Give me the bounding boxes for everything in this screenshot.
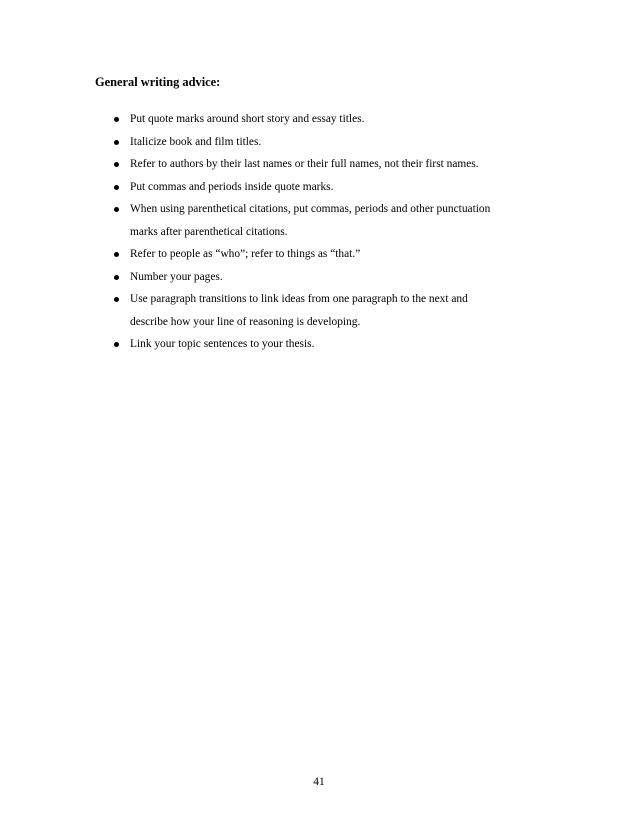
- list-item-text-line-1: Use paragraph transitions to link ideas from one paragraph to the next and: [130, 293, 468, 305]
- bullet-icon: [114, 140, 119, 145]
- section-heading: General writing advice:: [95, 75, 221, 89]
- list-item-text: Refer to authors by their last names or their full names, not their first names.: [130, 158, 479, 170]
- list-item: [112, 243, 552, 266]
- page-number: 41: [313, 776, 325, 788]
- list-item: [112, 153, 552, 176]
- list-item-text: Link your topic sentences to your thesis.: [130, 338, 315, 350]
- bullet-icon: [114, 342, 119, 347]
- bullet-icon: [114, 185, 119, 190]
- list-item-text-line-1: When using parenthetical citations, put commas, periods and other punctuation: [130, 203, 491, 215]
- list-item: [112, 288, 552, 333]
- list-item: [112, 266, 552, 289]
- list-item-text-line-2: describe how your line of reasoning is developing.: [130, 315, 361, 328]
- advice-list: [112, 108, 552, 356]
- bullet-icon: [114, 252, 119, 257]
- list-item: [112, 333, 552, 356]
- list-item-text: Put commas and periods inside quote marks.: [130, 180, 334, 193]
- bullet-icon: [114, 275, 119, 280]
- list-item: [112, 108, 552, 131]
- bullet-icon: [114, 207, 119, 212]
- list-item-text: Put quote marks around short story and essay titles.: [130, 113, 365, 125]
- bullet-icon: [114, 117, 119, 122]
- list-item: [112, 176, 552, 199]
- list-item: [112, 131, 552, 154]
- list-item-text-line-2: marks after parenthetical citations.: [130, 225, 288, 238]
- bullet-icon: [114, 162, 119, 167]
- list-item-text: Number your pages.: [130, 270, 223, 283]
- list-item-text: Italicize book and film titles.: [130, 135, 262, 148]
- bullet-icon: [114, 297, 119, 302]
- list-item-text: Refer to people as “who”; refer to things as “that.”: [130, 248, 361, 260]
- list-item: [112, 198, 552, 243]
